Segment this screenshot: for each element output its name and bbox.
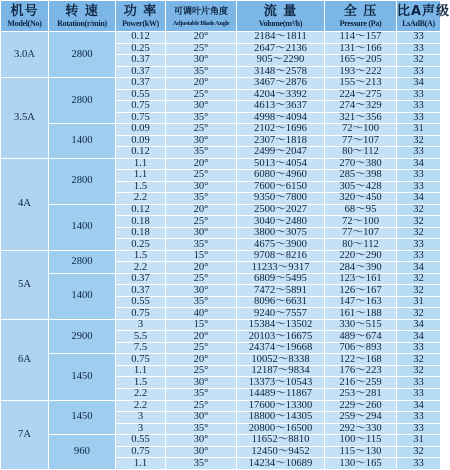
blade-angle-cell: 20° [166, 204, 237, 216]
volume-cell: 12187～9834 [237, 365, 325, 377]
power-cell: 0.75 [116, 446, 166, 458]
table-row [1, 435, 441, 447]
volume-cell: 7600～6150 [237, 181, 325, 193]
pressure-cell: 80～112 [325, 239, 397, 251]
pressure-cell: 224～275 [325, 89, 397, 101]
pressure-cell: 77～107 [325, 227, 397, 239]
table-row [1, 32, 441, 44]
noise-cell: 32 [397, 446, 441, 458]
volume-cell: 6809～5495 [237, 273, 325, 285]
pressure-cell: 155～213 [325, 78, 397, 90]
power-cell: 3 [116, 423, 166, 435]
header-cell [325, 1, 397, 32]
rotation-cell: 1450 [49, 400, 116, 435]
power-cell: 2.2 [116, 400, 166, 412]
noise-cell: 33 [397, 66, 441, 78]
pressure-cell: 165～205 [325, 55, 397, 67]
noise-cell: 33 [397, 342, 441, 354]
noise-cell: 33 [397, 458, 441, 470]
blade-angle-cell: 30° [166, 412, 237, 424]
power-cell: 0.37 [116, 285, 166, 297]
noise-cell: 31 [397, 296, 441, 308]
table-row [1, 204, 441, 216]
volume-cell: 9708～8216 [237, 250, 325, 262]
noise-cell: 31 [397, 435, 441, 447]
table-row [1, 250, 441, 262]
volume-cell: 3040～2480 [237, 216, 325, 228]
power-cell: 2.2 [116, 388, 166, 400]
volume-cell: 10052～8338 [237, 354, 325, 366]
power-cell: 0.55 [116, 435, 166, 447]
power-cell: 1.5 [116, 250, 166, 262]
pressure-cell: 193～222 [325, 66, 397, 78]
blade-angle-cell: 35° [166, 66, 237, 78]
noise-cell: 32 [397, 273, 441, 285]
noise-cell: 31 [397, 124, 441, 136]
model-cell: 7A [1, 400, 49, 470]
noise-cell: 33 [397, 239, 441, 251]
table-row [1, 319, 441, 331]
table-body [1, 32, 441, 470]
blade-angle-cell: 20° [166, 158, 237, 170]
volume-cell: 2307～1818 [237, 135, 325, 147]
blade-angle-cell: 30° [166, 435, 237, 447]
header-subtitle: LsAdB(A) [402, 18, 435, 28]
power-cell: 0.75 [116, 101, 166, 113]
noise-cell: 33 [397, 181, 441, 193]
blade-angle-cell: 25° [166, 365, 237, 377]
volume-cell: 13373～10543 [237, 377, 325, 389]
model-cell: 3.5A [1, 78, 49, 159]
volume-cell: 4998～4094 [237, 112, 325, 124]
noise-cell: 33 [397, 101, 441, 113]
power-cell: 0.37 [116, 55, 166, 67]
blade-angle-cell: 30° [166, 227, 237, 239]
pressure-cell: 229～260 [325, 400, 397, 412]
power-cell: 0.37 [116, 78, 166, 90]
model-cell: 5A [1, 250, 49, 319]
power-cell: 0.55 [116, 89, 166, 101]
blade-angle-cell: 25° [166, 43, 237, 55]
header-title: 机号 [10, 3, 39, 19]
power-cell: 1.1 [116, 170, 166, 182]
power-cell: 3 [116, 319, 166, 331]
rotation-cell: 1450 [49, 354, 116, 400]
volume-cell: 5013～4054 [237, 158, 325, 170]
header-subtitle: Model(No) [7, 18, 42, 28]
volume-cell: 3467～2876 [237, 78, 325, 90]
noise-cell: 33 [397, 112, 441, 124]
noise-cell: 33 [397, 147, 441, 159]
noise-cell: 32 [397, 216, 441, 228]
power-cell: 1.1 [116, 158, 166, 170]
power-cell: 0.37 [116, 273, 166, 285]
noise-cell: 33 [397, 250, 441, 262]
noise-cell: 32 [397, 55, 441, 67]
noise-cell: 32 [397, 204, 441, 216]
noise-cell: 34 [397, 319, 441, 331]
power-cell: 0.12 [116, 204, 166, 216]
noise-cell: 33 [397, 412, 441, 424]
pressure-cell: 274～329 [325, 101, 397, 113]
table-row [1, 124, 441, 136]
pressure-cell: 292～330 [325, 423, 397, 435]
volume-cell: 14489～11867 [237, 388, 325, 400]
table-row [1, 78, 441, 90]
blade-angle-cell: 35° [166, 239, 237, 251]
volume-cell: 11652～8810 [237, 435, 325, 447]
pressure-cell: 72～100 [325, 124, 397, 136]
noise-cell: 32 [397, 227, 441, 239]
power-cell: 0.75 [116, 112, 166, 124]
pressure-cell: 147～163 [325, 296, 397, 308]
blade-angle-cell: 25° [166, 216, 237, 228]
blade-angle-cell: 30° [166, 135, 237, 147]
header-cell [1, 1, 49, 32]
noise-cell: 33 [397, 170, 441, 182]
volume-cell: 7472～5891 [237, 285, 325, 297]
model-cell: 3.0A [1, 32, 49, 78]
pressure-cell: 216～259 [325, 377, 397, 389]
table-row [1, 400, 441, 412]
volume-cell: 17600～13300 [237, 400, 325, 412]
power-cell: 2.2 [116, 193, 166, 205]
table-row [1, 354, 441, 366]
volume-cell: 2184～1811 [237, 32, 325, 44]
header-title: 可调叶片角度 [173, 6, 228, 17]
pressure-cell: 253～281 [325, 388, 397, 400]
noise-cell: 33 [397, 423, 441, 435]
volume-cell: 24374～19668 [237, 342, 325, 354]
blade-angle-cell: 35° [166, 112, 237, 124]
header-subtitle: Volume(m³/h) [258, 18, 303, 28]
pressure-cell: 126～167 [325, 285, 397, 297]
power-cell: 3 [116, 412, 166, 424]
blade-angle-cell: 30° [166, 285, 237, 297]
volume-cell: 18800～14305 [237, 412, 325, 424]
power-cell: 0.75 [116, 354, 166, 366]
volume-cell: 9240～7557 [237, 308, 325, 320]
volume-cell: 20800～16500 [237, 423, 325, 435]
blade-angle-cell: 30° [166, 101, 237, 113]
pressure-cell: 161～188 [325, 308, 397, 320]
pressure-cell: 77～107 [325, 135, 397, 147]
noise-cell: 32 [397, 135, 441, 147]
noise-cell: 33 [397, 89, 441, 101]
noise-cell: 33 [397, 43, 441, 55]
volume-cell: 14234～10689 [237, 458, 325, 470]
blade-angle-cell: 25° [166, 170, 237, 182]
blade-angle-cell: 15° [166, 250, 237, 262]
pressure-cell: 130～165 [325, 458, 397, 470]
pressure-cell: 122～168 [325, 354, 397, 366]
volume-cell: 2500～2027 [237, 204, 325, 216]
noise-cell: 34 [397, 400, 441, 412]
blade-angle-cell: 40° [166, 308, 237, 320]
pressure-cell: 489～674 [325, 331, 397, 343]
pressure-cell: 330～515 [325, 319, 397, 331]
power-cell: 0.09 [116, 135, 166, 147]
power-cell: 0.55 [116, 296, 166, 308]
pressure-cell: 72～100 [325, 216, 397, 228]
power-cell: 0.18 [116, 216, 166, 228]
volume-cell: 4613～3637 [237, 101, 325, 113]
blade-angle-cell: 30° [166, 446, 237, 458]
power-cell: 5.5 [116, 331, 166, 343]
pressure-cell: 131～166 [325, 43, 397, 55]
header-title: 功 率 [123, 3, 158, 19]
power-cell: 0.25 [116, 239, 166, 251]
volume-cell: 4204～3392 [237, 89, 325, 101]
power-cell: 0.25 [116, 43, 166, 55]
noise-cell: 32 [397, 308, 441, 320]
power-cell: 0.12 [116, 32, 166, 44]
pressure-cell: 115～130 [325, 446, 397, 458]
blade-angle-cell: 25° [166, 400, 237, 412]
blade-angle-cell: 20° [166, 354, 237, 366]
table-row [1, 158, 441, 170]
rotation-cell: 960 [49, 435, 116, 470]
volume-cell: 12450～9452 [237, 446, 325, 458]
noise-cell: 34 [397, 331, 441, 343]
blade-angle-cell: 35° [166, 388, 237, 400]
blade-angle-cell: 20° [166, 262, 237, 274]
blade-angle-cell: 35° [166, 147, 237, 159]
noise-cell: 34 [397, 78, 441, 90]
blade-angle-cell: 35° [166, 458, 237, 470]
header-title: 全 压 [343, 3, 378, 19]
blade-angle-cell: 35° [166, 193, 237, 205]
pressure-cell: 285～398 [325, 170, 397, 182]
pressure-cell: 270～380 [325, 158, 397, 170]
blade-angle-cell: 25° [166, 273, 237, 285]
power-cell: 1.5 [116, 377, 166, 389]
power-cell: 0.09 [116, 124, 166, 136]
blade-angle-cell: 30° [166, 55, 237, 67]
volume-cell: 2499～2047 [237, 147, 325, 159]
pressure-cell: 706～893 [325, 342, 397, 354]
rotation-cell: 2800 [49, 78, 116, 124]
volume-cell: 3148～2578 [237, 66, 325, 78]
power-cell: 0.18 [116, 227, 166, 239]
noise-cell: 34 [397, 262, 441, 274]
pressure-cell: 176～223 [325, 365, 397, 377]
blade-angle-cell: 20° [166, 78, 237, 90]
header-cell [49, 1, 116, 32]
header-title: 比A声级 [397, 3, 450, 19]
volume-cell: 2102～1696 [237, 124, 325, 136]
header-subtitle: Power(kW) [122, 18, 159, 28]
model-cell: 6A [1, 319, 49, 400]
noise-cell: 33 [397, 388, 441, 400]
header-subtitle: Pressure (Pa) [339, 18, 382, 28]
noise-cell: 33 [397, 32, 441, 44]
volume-cell: 905～2290 [237, 55, 325, 67]
pressure-cell: 80～112 [325, 147, 397, 159]
blade-angle-cell: 25° [166, 124, 237, 136]
blade-angle-cell: 35° [166, 296, 237, 308]
blade-angle-cell: 15° [166, 319, 237, 331]
noise-cell: 32 [397, 365, 441, 377]
power-cell: 0.75 [116, 308, 166, 320]
blade-angle-cell: 30° [166, 181, 237, 193]
rotation-cell: 2900 [49, 319, 116, 354]
volume-cell: 4675～3900 [237, 239, 325, 251]
pressure-cell: 114～157 [325, 32, 397, 44]
blade-angle-cell: 30° [166, 377, 237, 389]
rotation-cell: 1400 [49, 204, 116, 250]
pressure-cell: 305～428 [325, 181, 397, 193]
pressure-cell: 100～115 [325, 435, 397, 447]
noise-cell: 34 [397, 193, 441, 205]
power-cell: 1.1 [116, 458, 166, 470]
rotation-cell: 2800 [49, 32, 116, 78]
header-cell [166, 1, 237, 32]
noise-cell: 32 [397, 285, 441, 297]
volume-cell: 9350～7800 [237, 193, 325, 205]
power-cell: 7.5 [116, 342, 166, 354]
header-title: 流 量 [263, 3, 298, 19]
model-cell: 4A [1, 158, 49, 250]
blade-angle-cell: 20° [166, 331, 237, 343]
power-cell: 0.37 [116, 66, 166, 78]
table-row [1, 273, 441, 285]
blade-angle-cell: 25° [166, 342, 237, 354]
noise-cell: 34 [397, 158, 441, 170]
rotation-cell: 2800 [49, 158, 116, 204]
rotation-cell: 1400 [49, 273, 116, 319]
noise-cell: 32 [397, 354, 441, 366]
volume-cell: 2647～2136 [237, 43, 325, 55]
table-header-row [1, 1, 441, 32]
power-cell: 2.2 [116, 262, 166, 274]
volume-cell: 15384～13502 [237, 319, 325, 331]
noise-cell: 33 [397, 377, 441, 389]
volume-cell: 8096～6631 [237, 296, 325, 308]
pressure-cell: 321～356 [325, 112, 397, 124]
volume-cell: 20103～16675 [237, 331, 325, 343]
pressure-cell: 220～290 [325, 250, 397, 262]
header-cell [237, 1, 325, 32]
header-subtitle: Adjustable Blade Angle [172, 19, 230, 27]
volume-cell: 11233～9317 [237, 262, 325, 274]
power-cell: 0.12 [116, 147, 166, 159]
blade-angle-cell: 20° [166, 32, 237, 44]
rotation-cell: 1400 [49, 124, 116, 159]
volume-cell: 6080～4960 [237, 170, 325, 182]
pressure-cell: 284～390 [325, 262, 397, 274]
header-subtitle: Rotation(r/min) [57, 18, 107, 28]
power-cell: 1.5 [116, 181, 166, 193]
pressure-cell: 123～161 [325, 273, 397, 285]
pressure-cell: 259～294 [325, 412, 397, 424]
power-cell: 1.1 [116, 365, 166, 377]
header-title: 转 速 [65, 3, 99, 19]
rotation-cell: 2800 [49, 250, 116, 273]
volume-cell: 3800～3075 [237, 227, 325, 239]
header-cell [116, 1, 166, 32]
blade-angle-cell: 35° [166, 423, 237, 435]
pressure-cell: 320～450 [325, 193, 397, 205]
header-cell [397, 1, 450, 32]
pressure-cell: 68～95 [325, 204, 397, 216]
blade-angle-cell: 25° [166, 89, 237, 101]
